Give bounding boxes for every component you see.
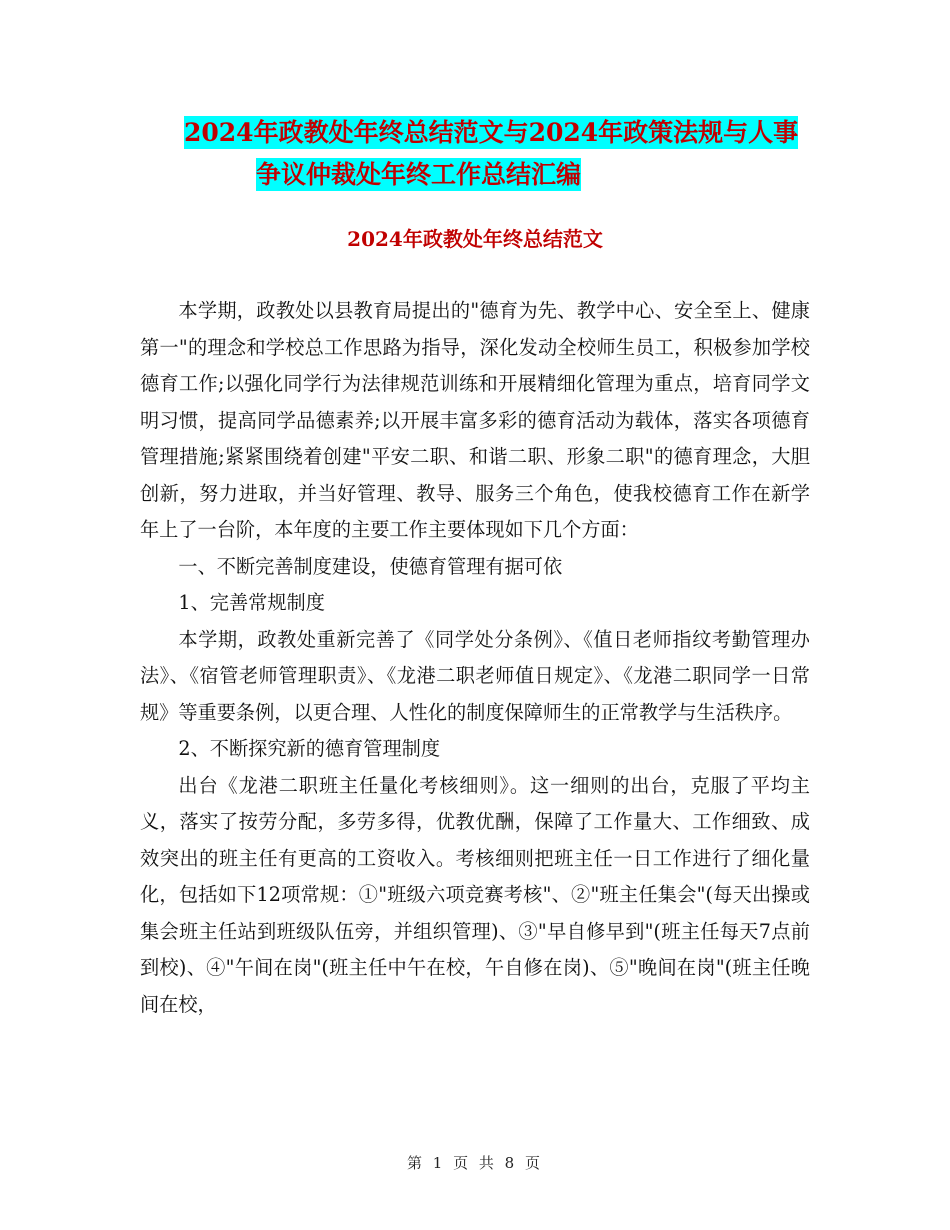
title-line-1: 2024年政教处年终总结范文与2024年政策法规与人事 xyxy=(184,118,799,147)
paragraph: 1、完善常规制度 xyxy=(178,591,325,614)
paragraph: 一、不断完善制度建设，使德育管理有据可依 xyxy=(178,554,563,578)
paragraph: 出台《龙港二职班主任量化考核细则》。这一细则的出台，克服了平均主义，落实了按劳分配，多劳多得，优教优酬，保障了工作量大、工作细致、成效突出的班主任有更高的工资收入。考核细则把班主任一日工作进行了细化量化，包括如下12项常规：①"班级六项竞赛考核"、②"班主任集会"(每天出操或集会班主任站到班级队伍旁，并组织管理)、③"早自修早到"(班主任每天7点前到校)、④"午间在岗"(班主任中午在校，午自修在岗)、⑤"晚间在岗"(班主任晚间在校， xyxy=(140,773,810,1016)
document-title xyxy=(140,112,840,196)
paragraph: 2、不断探究新的德育管理制度 xyxy=(178,737,441,760)
paragraph: 本学期，政教处重新完善了《同学处分条例》、《值日老师指纹考勤管理办法》、《宿管老师管理职责》、《龙港二职老师值日规定》、《龙港二职同学一日常规》等重要条例，以更合理、人性化的制度保障师生的正常教学与生活秩序。 xyxy=(140,627,810,724)
paragraph: 本学期，政教处以县教育局提出的"德育为先、教学中心、安全至上、健康第一"的理念和学校总工作思路为指导，深化发动全校师生员工，积极参加学校德育工作;以强化同学行为法律规范训练和开展精细化管理为重点，培育同学文明习惯，提高同学品德素养;以开展丰富多彩的德育活动为载体，落实各项德育管理措施;紧紧围绕着创建"平安二职、和谐二职、形象二职"的德育理念，大胆创新，努力进取，并当好管理、教导、服务三个角色，使我校德育工作在新学年上了一台阶，本年度的主要工作主要体现如下几个方面： xyxy=(140,299,810,541)
document-body xyxy=(140,293,810,1023)
page-number-footer: 第 1 页 共 8 页 xyxy=(407,1154,543,1172)
section-title: 2024年政教处年终总结范文 xyxy=(347,227,603,251)
title-line-2: 争议仲裁处年终工作总结汇编 xyxy=(256,160,582,189)
